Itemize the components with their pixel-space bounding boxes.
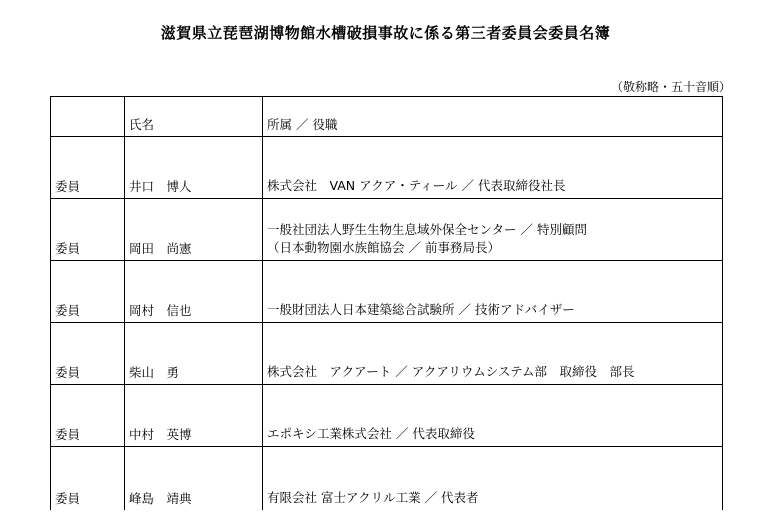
member-name: 柴山 勇 bbox=[125, 323, 263, 385]
member-role: 委員 bbox=[51, 199, 125, 261]
member-name: 岡村 信也 bbox=[125, 261, 263, 323]
header-name-cell: 氏名 bbox=[125, 97, 263, 137]
member-affiliation bbox=[263, 323, 723, 385]
member-role: 委員 bbox=[51, 137, 125, 199]
table-row bbox=[51, 323, 723, 385]
affiliation-line: 一般財団法人日本建築総合試験所 ／ 技術アドバイザー bbox=[267, 302, 575, 317]
member-affiliation bbox=[263, 447, 723, 511]
table-row bbox=[51, 199, 723, 261]
header-role-cell bbox=[51, 97, 125, 137]
member-affiliation bbox=[263, 261, 723, 323]
table-row bbox=[51, 385, 723, 447]
affiliation-line: エポキシ工業株式会社 ／ 代表取締役 bbox=[267, 426, 475, 441]
member-name: 中村 英博 bbox=[125, 385, 263, 447]
affiliation-line: 一般社団法人野生生物生息域外保全センター ／ 特別顧問 bbox=[267, 222, 587, 237]
member-role: 委員 bbox=[51, 323, 125, 385]
affiliation-line: 株式会社 アクアート ／ アクアリウムシステム部 取締役 部長 bbox=[267, 364, 635, 379]
member-role: 委員 bbox=[51, 261, 125, 323]
table-row bbox=[51, 447, 723, 511]
member-name: 岡田 尚憲 bbox=[125, 199, 263, 261]
member-role: 委員 bbox=[51, 447, 125, 511]
document-title: 滋賀県立琵琶湖博物館水槽破損事故に係る第三者委員会委員名簿 bbox=[160, 24, 611, 42]
ordering-note: （敬称略・五十音順） bbox=[610, 80, 731, 94]
header-affiliation-cell: 所属 ／ 役職 bbox=[263, 97, 723, 137]
member-affiliation bbox=[263, 137, 723, 199]
member-affiliation bbox=[263, 199, 723, 261]
affiliation-line: （日本動物園水族館協会 ／ 前事務局長） bbox=[267, 240, 500, 255]
affiliation-line: 株式会社 VAN アクア・ティール ／ 代表取締役社長 bbox=[267, 178, 566, 193]
member-affiliation bbox=[263, 385, 723, 447]
member-roster-table bbox=[50, 96, 723, 510]
member-name: 井口 博人 bbox=[125, 137, 263, 199]
table-row bbox=[51, 137, 723, 199]
member-role: 委員 bbox=[51, 385, 125, 447]
affiliation-line: 有限会社 富士アクリル工業 ／ 代表者 bbox=[267, 490, 479, 505]
member-name: 峰島 靖典 bbox=[125, 447, 263, 511]
table-row bbox=[51, 261, 723, 323]
table-header-row bbox=[51, 97, 723, 137]
